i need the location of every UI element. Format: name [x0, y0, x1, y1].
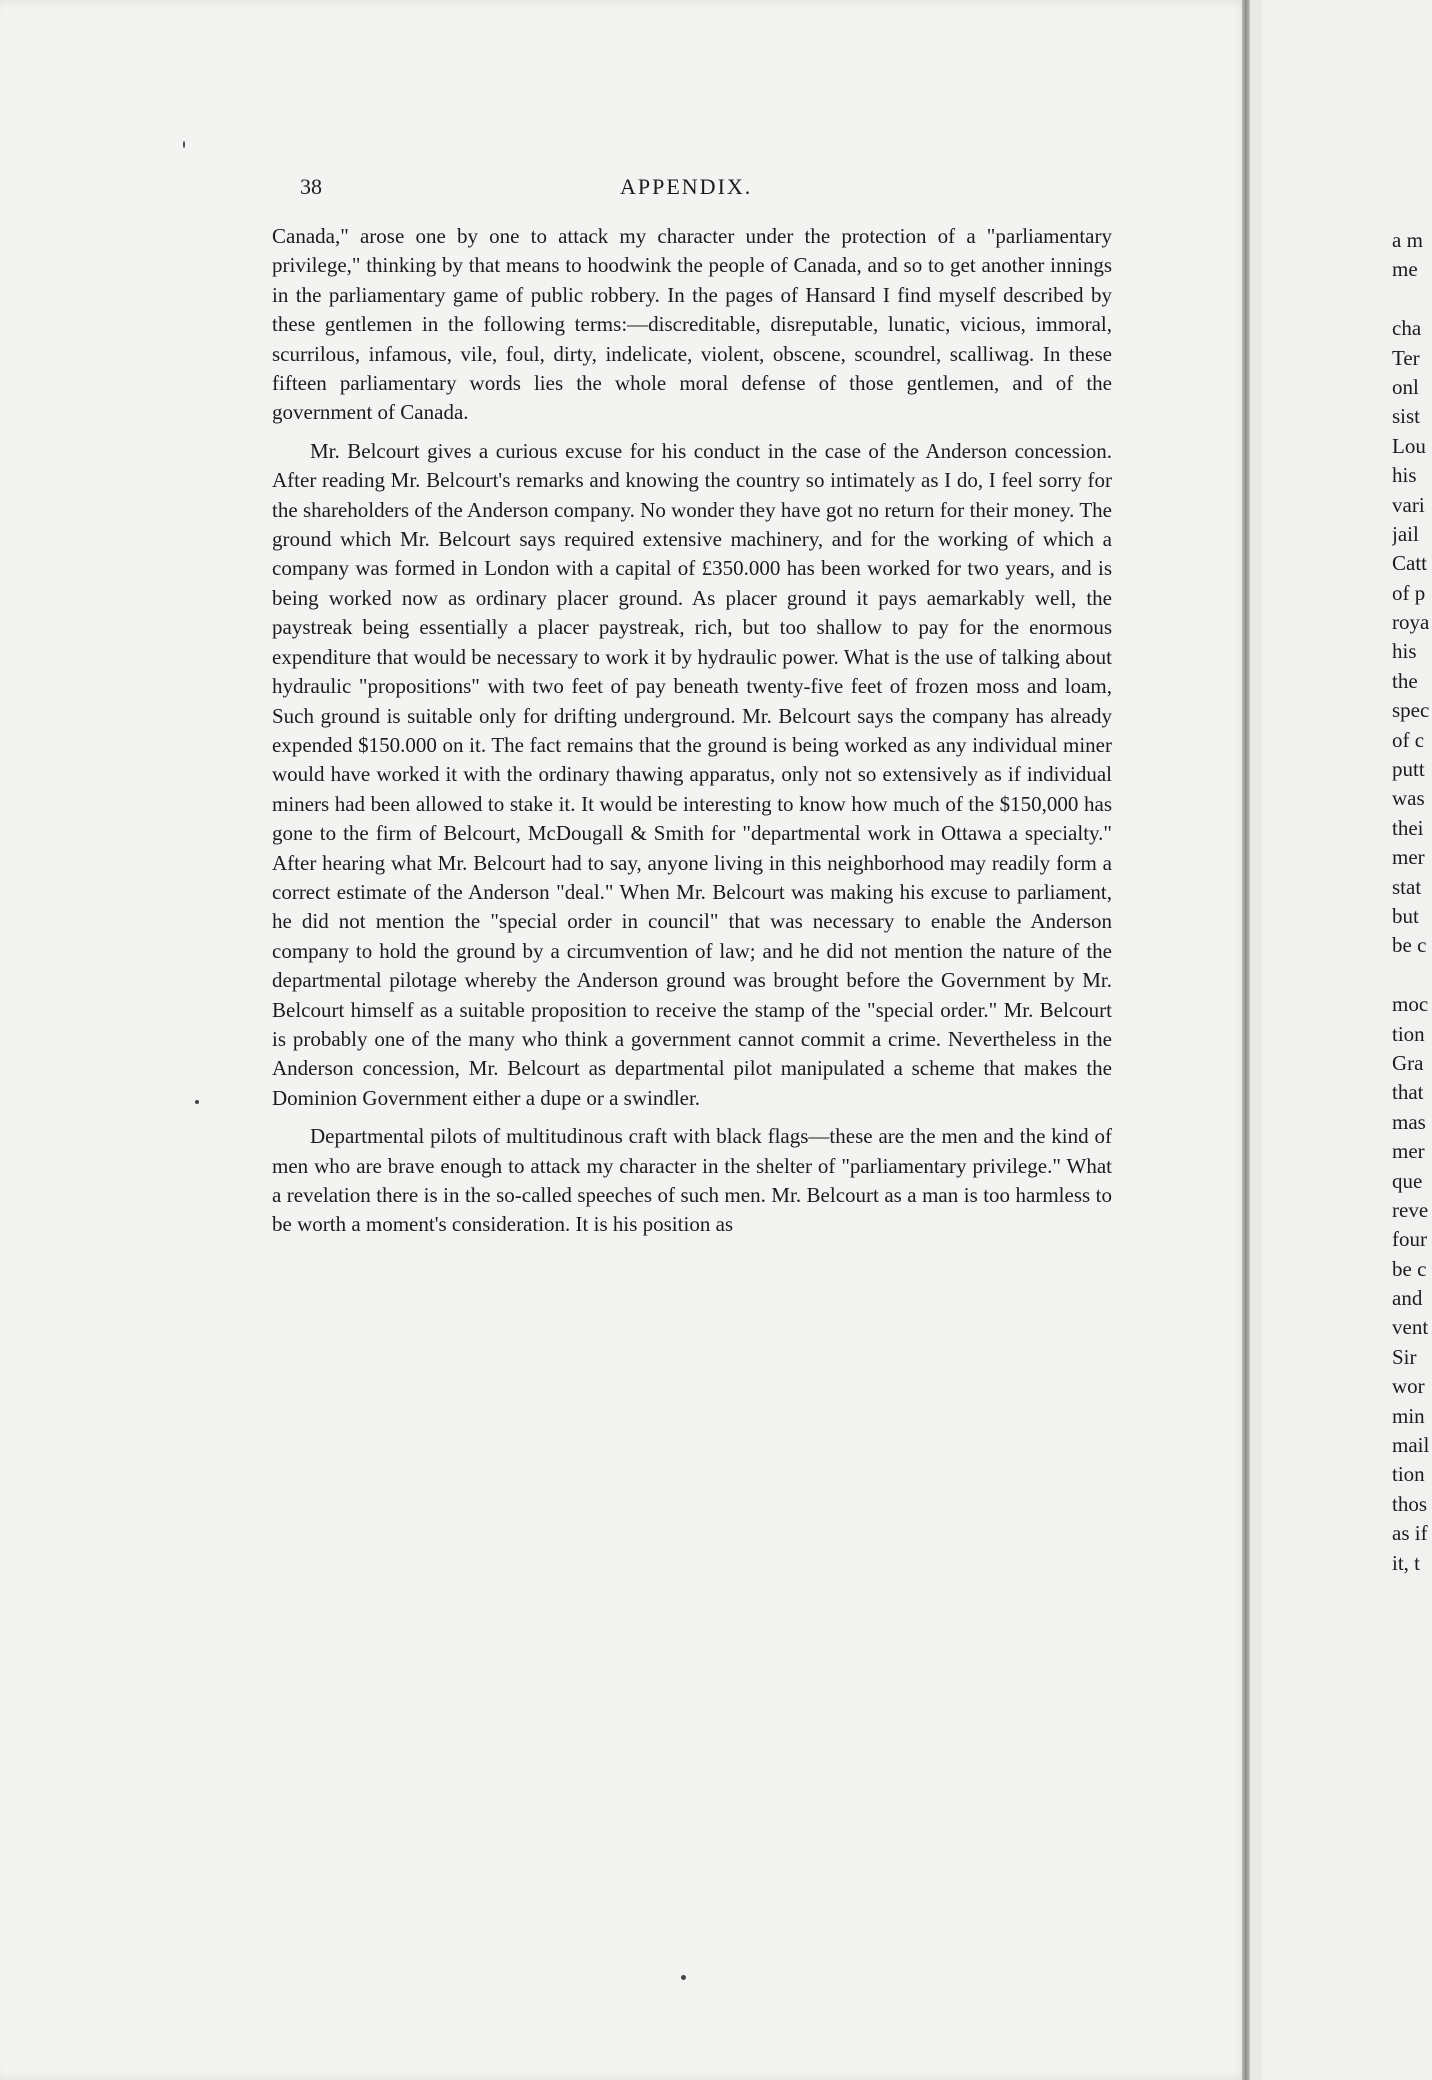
page-speck [681, 1975, 686, 1980]
facing-page-line: stat [1392, 874, 1422, 899]
facing-page-line: thos [1392, 1491, 1428, 1516]
facing-page-line: as if [1392, 1521, 1428, 1546]
facing-page-line: of c [1392, 727, 1425, 752]
facing-page-line: wor [1392, 1374, 1425, 1399]
facing-page-line: and [1392, 1286, 1423, 1311]
facing-page-line: jail [1392, 521, 1419, 546]
facing-page-line: Ter [1392, 345, 1420, 370]
paragraph-1: Canada," arose one by one to attack my character under the protection of a "parliamentary privilege," thinking by that means to hoodwink the people of Canada, and so to get another innings in the parliamentary game of public robbery. In the pages of Hansard I find myself described by these gentlemen in the following terms:—discreditable, disreputable, lunatic, vicious, immoral, scurrilous, infamous, vile, foul, dirty, indelicate, violent, obscene, scoundrel, scalliwag. In these fifteen parliamentary words lies the whole moral defense of those gentlemen, and of the government of Canada. [272, 224, 1112, 425]
page-number: 38 [300, 174, 322, 199]
facing-page-line: Sir [1392, 1344, 1417, 1369]
body-text [272, 222, 1112, 1249]
facing-page-line: onl [1392, 374, 1419, 399]
facing-page-line: was [1392, 786, 1425, 811]
facing-page-line: that [1392, 1080, 1424, 1105]
facing-page-line: cha [1392, 316, 1422, 341]
facing-page-line: thei [1392, 815, 1424, 840]
facing-page-line: putt [1392, 757, 1425, 782]
facing-page-line: be c [1392, 1256, 1427, 1281]
facing-page-line: que [1392, 1168, 1423, 1193]
facing-page-line: roya [1392, 610, 1430, 635]
facing-page-line: Gra [1392, 1050, 1424, 1075]
facing-page-line: Catt [1392, 551, 1427, 576]
facing-page-line [1392, 961, 1432, 990]
facing-page-text [1392, 226, 1432, 1578]
facing-page-line: a m [1392, 228, 1423, 252]
facing-page-line: mer [1392, 1139, 1425, 1164]
facing-page-line: sist [1392, 404, 1421, 429]
page-speck [195, 1100, 199, 1104]
facing-page-line: mas [1392, 1109, 1426, 1134]
page-speck [183, 141, 185, 148]
facing-page-line: spec [1392, 698, 1430, 723]
facing-page-line: be c [1392, 933, 1427, 958]
facing-page-line: me [1392, 257, 1418, 282]
facing-page-line [1392, 285, 1432, 314]
facing-page-line: his [1392, 639, 1417, 664]
facing-page-line: reve [1392, 1197, 1429, 1222]
facing-page-line: but [1392, 903, 1419, 928]
facing-page-line: tion [1392, 1462, 1425, 1487]
facing-page-line: his [1392, 463, 1417, 488]
facing-page-line: Lou [1392, 433, 1426, 458]
page-fold-edge [1242, 0, 1250, 2080]
running-title: APPENDIX. [620, 174, 753, 199]
paragraph-3: Departmental pilots of multitudinous craft with black flags—these are the men and the kind of men who are brave enough to attack my character in the shelter of "parliamentary privilege." What a revelation there is in the so-called speeches of such men. Mr. Belcourt as a man is too harmless to be worth a moment's consideration. It is his position as [272, 1124, 1112, 1237]
facing-page-line: vari [1392, 492, 1425, 517]
facing-page-line: the [1392, 668, 1418, 693]
facing-page-line: of p [1392, 580, 1426, 605]
facing-page-line: mail [1392, 1433, 1430, 1458]
facing-page-line: min [1392, 1403, 1425, 1428]
paragraph-2: Mr. Belcourt gives a curious excuse for his conduct in the case of the Anderson concession. After reading Mr. Belcourt's remarks and knowing the country so intimately as I do, I feel sorry for the shareholders of the Anderson company. No wonder they have got no return for their money. The ground which Mr. Belcourt says required extensive machinery, and for the working of which a company was formed in London with a capital of £350.000 has been worked for two years, and is being worked now as ordinary placer ground. As placer ground it pays aemarkably well, the paystreak being essentially a placer paystreak, rich, but too shallow to pay for the enormous expenditure that would be necessary to work it by hydraulic power. What is the use of talking about hydraulic "propositions" with two feet of pay beneath twenty-five feet of frozen moss and loam, Such ground is suitable only for drifting underground. Mr. Belcourt says the company has already expended $150.000 on it. The fact remains that the ground is being worked as any individual miner would have worked it with the ordinary thawing apparatus, only not so extensively as if individual miners had been allowed to stake it. It would be interesting to know how much of the $150,000 has gone to the firm of Belcourt, McDougall & Smith for "departmental work in Ottawa a specialty." After hearing what Mr. Belcourt had to say, anyone living in this neighborhood may readily form a correct estimate of the Anderson "deal." When Mr. Belcourt was making his excuse to parliament, he did not mention the "special order in council" that was necessary to enable the Anderson company to hold the ground by a circumvention of law; and he did not mention the nature of the departmental pilotage whereby the Anderson ground was brought before the Government by Mr. Belcourt himself as a suitable proposition to receive the stamp of the "special order." Mr. Belcourt is probably one of the many who think a government cannot commit a crime. Nevertheless in the Anderson concession, Mr. Belcourt as departmental pilot manipulated a scheme that makes the Dominion Government either a dupe or a swindler. [272, 438, 1112, 1110]
facing-page-line: four [1392, 1227, 1427, 1252]
facing-page-line: moc [1392, 992, 1429, 1017]
facing-page-line: it, t [1392, 1550, 1421, 1575]
facing-page-line: tion [1392, 1021, 1425, 1046]
facing-page-line: mer [1392, 845, 1425, 870]
facing-page-line: vent [1392, 1315, 1429, 1340]
